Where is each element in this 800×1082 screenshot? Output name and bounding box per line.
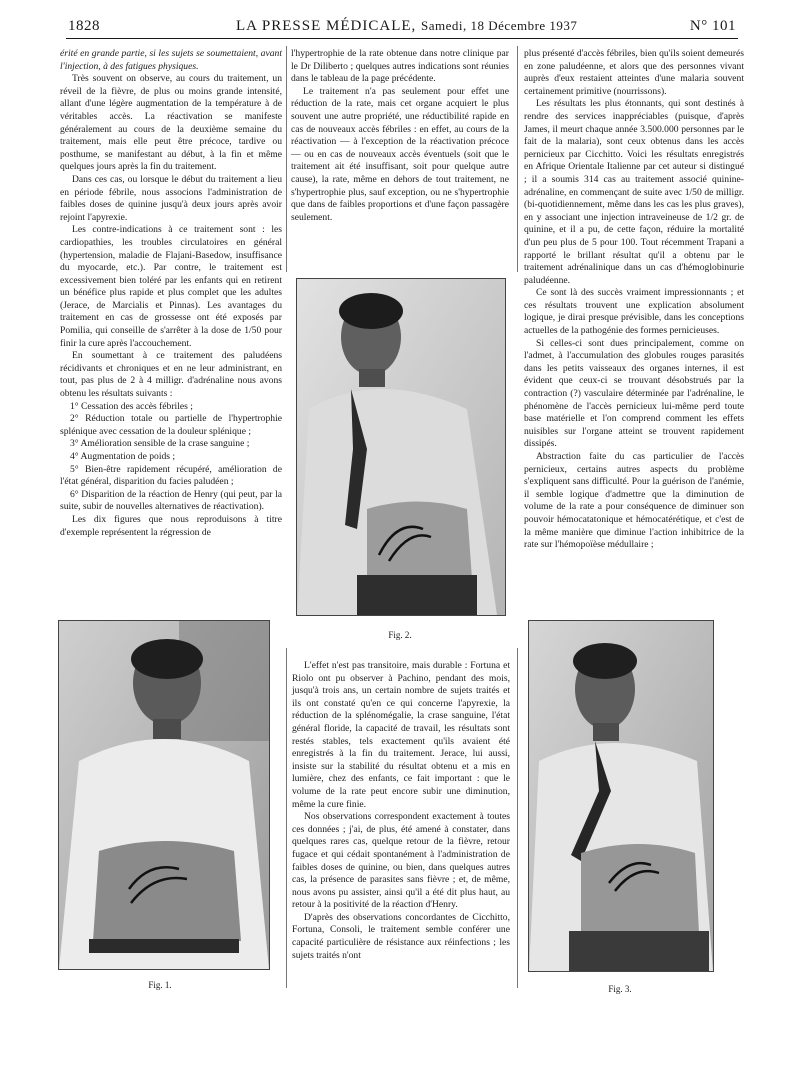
column-1: [60, 48, 282, 539]
paragraph: Très souvent on observe, au cours du traitement, un réveil de la fièvre, de plus ou moins grande intensité, allant d'une légère augmentation de la température à de véritables accès. La réactivation se manifeste généralement au cours de la deuxième semaine du traitement, mais elle peut être précoce, tardive ou posthume, se manifestant au début, à la fin et même quelques jours après la fin du traitement.: [60, 73, 282, 173]
paragraph: 2° Réduction totale ou partielle de l'hypertrophie splénique avec cessation de la douleur splénique ;: [60, 413, 282, 437]
paragraph: 3° Amélioration sensible de la crase sanguine ;: [70, 438, 250, 450]
column-3: [524, 48, 744, 552]
running-header: [68, 18, 736, 40]
paragraph: Ce sont là des succès vraiment impressionnants ; et ces résultats trouvent une explication absolument logique, je dirai presque prévisible, dans les conceptions actuelles de la pathogénie des formes pernicieuses.: [524, 287, 744, 337]
figure-3-photo: [528, 620, 714, 972]
header-rule: [66, 38, 738, 39]
paragraph: Dans ces cas, ou lorsque le début du traitement a lieu en période fébrile, nous associons l'administration de faibles doses de quinine jusqu'à deux jours après avoir rejoint l'apyrexie.: [60, 173, 282, 223]
paragraph: 6° Disparition de la réaction de Henry (qui peut, par la suite, subir de nouvelles alternatives de réactivation).: [60, 488, 282, 513]
column-2-lower: [292, 660, 510, 962]
paragraph: Les dix figures que nous reproduisons à titre d'exemple représentent la régression de: [60, 513, 282, 538]
paragraph: 5° Bien-être rapidement récupéré, amélioration de l'état général, disparition du facies paludéen ;: [60, 463, 282, 488]
paragraph: 1° Cessation des accès fébriles ;: [70, 400, 193, 412]
figure-2-caption: Fig. 2.: [388, 630, 412, 640]
paragraph: 4° Augmentation de poids ;: [70, 451, 176, 462]
issue-date: Samedi, 18 Décembre 1937: [421, 18, 578, 33]
column-divider: [517, 46, 518, 272]
patient-photo-image: [529, 621, 713, 971]
column-2: [291, 48, 509, 224]
paragraph: En soumettant à ce traitement des paludéens récidivants et chroniques et en ne leur administrant, en tout, pas plus de 2 à 4 milligr. d'adrénaline nous avons obtenu les résultats suivants :: [60, 350, 282, 400]
paragraph: Les résultats les plus étonnants, qui sont destinés à rendre des services inappréciables (puisque, d'après James, il meurt chaque année 3.500.000 personnes par le fait de la malaria), sont ceux obtenus dans les accès pernicieux par Cicchitto. Voici les résultats enregistrés en Afrique Orientale Italienne par cet auteur si distingué ; il a soumis 314 cas au traitement associé quinine-adrénaline, en commençant de suite avec 1/50 de milligr. (bi-quotidiennement, même dans les cas les plus graves), en y associant une injection intraveineuse de 1/2 gr. de quinine, et il a pu, de cette façon, réduire la mortalité d'un peu plus de 5 pour 100. Tout récemment Trapani a rapporté le brillant résultat qu'il a obtenu par le traitement adrénalinique dans un cas d'hémoglobinurie paludéenne.: [524, 98, 744, 286]
figure-1-photo: [58, 620, 270, 970]
paragraph: L'effet n'est pas transitoire, mais durable : Fortuna et Riolo ont pu observer à Pachino, pendant des mois, jusqu'à trois ans, un certain nombre de sujets traités et ils ont constaté qu'en ce qui concerne l'apyrexie, la réduction de la splénomégalie, la crase sanguine, l'état général floride, la capacité de travail, les résultats sont restés stables, tels exactement qu'ils avaient été enregistrés à la fin du traitement. Jerace, lui aussi, insiste sur la stabilité du résultat obtenu et a mis en lumière, chez des enfants, ce fait important : que le volume de la rate peut encore subir une diminution, même la cure finie.: [292, 660, 510, 810]
patient-photo-image: [59, 621, 269, 969]
paragraph: l'hypertrophie de la rate obtenue dans notre clinique par le Dr Diliberto ; quelques autres indications sont réunies dans le tableau de la page précédente.: [291, 48, 509, 85]
column-divider: [286, 46, 287, 272]
paragraph: D'après des observations concordantes de Cicchitto, Fortuna, Consoli, le traitement semble conférer une capacité particulière de résistance aux réinfections ; les sujets traités n'ont: [292, 911, 510, 961]
paragraph: Le traitement n'a pas seulement pour effet une réduction de la rate, mais cet organe acquiert le plus souvent une autre propriété, une réductibilité rapide en cas de nouveaux accès fébriles : en effet, au cours de la réactivation — à l'exception de la réactivation précoce — ou en cas de nouveaux accès éventuels (soit que le traitement ait été insuffisant, soit pour quelque autre cause), la rate, même en dehors de tout traitement, ne s'hypertrophie plus, sauf exception, ou ne s'hypertrophie que dans de faibles proportions et d'une façon passagère seulement.: [291, 85, 509, 223]
paragraph: plus présenté d'accès fébriles, bien qu'ils soient demeurés en zone paludéenne, et alors que des personnes vivant auprès d'eux restaient atteintes d'une malaria souvent certainement primitive (nourrissons).: [524, 48, 744, 97]
column-divider: [286, 648, 287, 988]
figure-3-caption: Fig. 3.: [608, 984, 632, 994]
journal-title: [236, 18, 577, 35]
paragraph: Abstraction faite du cas particulier de l'accès pernicieux, certains autres aspects du problème s'expliquent sans difficulté. Pour la guérison de l'anémie, il semble logique d'admettre que la diminution de volume de la rate a pour conséquence de diminuer son pouvoir hémocatatonique et hémocatérétique, et c'est de la même manière que diminue l'action inhibitrice de la rate sur l'hémopoïèse médullaire ;: [524, 451, 744, 551]
figure-2-photo: [296, 278, 506, 616]
figure-1-caption: Fig. 1.: [148, 980, 172, 990]
issue-number: N° 101: [689, 18, 736, 34]
paragraph: Nos observations correspondent exactement à toutes ces données ; j'ai, de plus, été amené à constater, dans quelques rares cas, quelque retour de la fièvre, retour fugace et qui cédait spontanément à l'administration de faibles doses de quinine, ou bien, dans quelques autres cas, la présence de parasites sans fièvre ; et, de même, nous avons pu assister, ainsi qu'il a été dit plus haut, au retour à la positivité de la réaction d'Henry.: [292, 811, 510, 911]
page-number: 1828: [68, 18, 100, 34]
paragraph: érité en grande partie, si les sujets se soumettaient, avant l'injection, à des fatigues physiques.: [60, 48, 282, 72]
column-divider: [517, 648, 518, 988]
paragraph: Les contre-indications à ce traitement sont : les cardiopathies, les troubles circulatoires en général (hypertension, maladie de Flajani-Basedow, insuffisance du myocarde, etc.). Par contre, le traitement est excessivement bien toléré par les enfants qui en retirent un bénéfice plus rapide et plus complet que les adultes (Jerace, de Marcialis et Pinnas). Les avantages du traitement en cas de grossesse ont été exposés par Pomilia, qui conseille de s'arrêter à la dose de 1/50 pour finir la cure après l'accouchement.: [60, 224, 282, 349]
journal-name: LA PRESSE MÉDICALE,: [236, 18, 417, 34]
paragraph: Si celles-ci sont dues principalement, comme on l'admet, à l'accumulation des globules rouges parasités dans les petits vaisseaux des organes internes, il est évident que ceux-ci se trouvant désobstrués par la contraction (?) vasculaire déterminée par l'adrénaline, le phénomène de l'accès pernicieux lui-même perd toute base matérielle et l'on comprend comment les effets nuisibles sur l'organe atteint se trouvent rapidement dissipés.: [524, 337, 744, 450]
patient-photo-image: [297, 279, 505, 615]
